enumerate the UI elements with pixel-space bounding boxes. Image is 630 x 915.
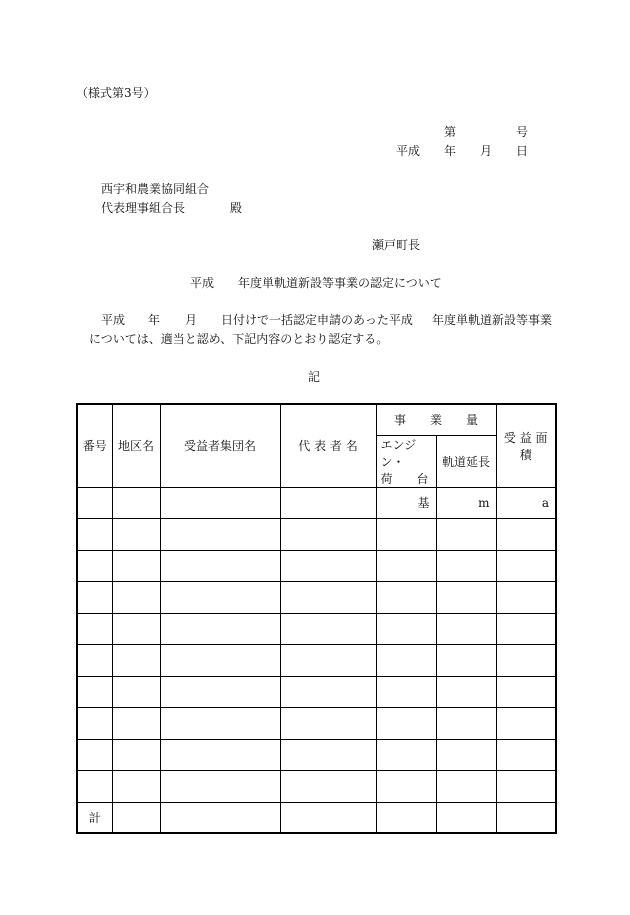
total-label: 計 (77, 802, 112, 833)
header-representative: 代 表 者 名 (280, 404, 376, 487)
header-number: 番号 (77, 404, 112, 487)
body-month: 月 (185, 313, 198, 327)
table-row (77, 770, 556, 802)
body-line2: については、適当と認め、下記内容のとおり認定する。 (89, 332, 389, 346)
header-volume: 事 業 量 (376, 404, 496, 435)
table-row (77, 581, 556, 613)
form-label: （様式第3号） (76, 86, 156, 100)
issuer: 瀬戸町長 (372, 238, 421, 252)
body-text: 日付けで一括認定申請のあった平成 (221, 313, 413, 327)
table-row (77, 676, 556, 707)
table-row (77, 518, 556, 550)
date-year: 年 (444, 144, 457, 158)
body-year: 年 (148, 313, 161, 327)
addressee-org: 西宇和農業協同組合 (101, 182, 210, 196)
unit-area: a (496, 487, 556, 518)
project-table (76, 403, 557, 834)
header-engine-line2: 荷 台 (380, 471, 429, 486)
header-engine (376, 435, 436, 487)
total-row (77, 802, 556, 833)
date-day: 日 (516, 144, 529, 158)
table-row (77, 550, 556, 581)
table-row (77, 644, 556, 676)
table-row (77, 613, 556, 644)
header-engine-line1: エンジン・ (380, 437, 417, 469)
table-row (77, 739, 556, 770)
body-text2: 年度単軌道新設等事業 (432, 313, 553, 327)
addressee-honorific: 殿 (230, 201, 243, 215)
header-group: 受益者集団名 (160, 404, 280, 487)
doc-number-go: 号 (516, 125, 529, 139)
doc-number-dai: 第 (444, 125, 457, 139)
header-district: 地区名 (112, 404, 160, 487)
header-area-line2: 積 (519, 447, 532, 462)
subject-era: 平成 (190, 276, 215, 290)
table-row (77, 487, 556, 518)
body-era: 平成 (101, 313, 126, 327)
unit-engine: 基 (376, 487, 436, 518)
date-month: 月 (480, 144, 493, 158)
addressee-title: 代表理事組合長 (101, 201, 186, 215)
table-row (77, 707, 556, 739)
header-track: 軌道延長 (436, 435, 496, 487)
date-era: 平成 (396, 144, 421, 158)
header-area (496, 404, 556, 487)
subject-text: 年度単軌道新設等事業の認定について (238, 276, 442, 290)
ki-heading: 記 (308, 370, 321, 384)
header-area-line1: 受 益 面 (503, 430, 548, 445)
unit-track: m (436, 487, 496, 518)
